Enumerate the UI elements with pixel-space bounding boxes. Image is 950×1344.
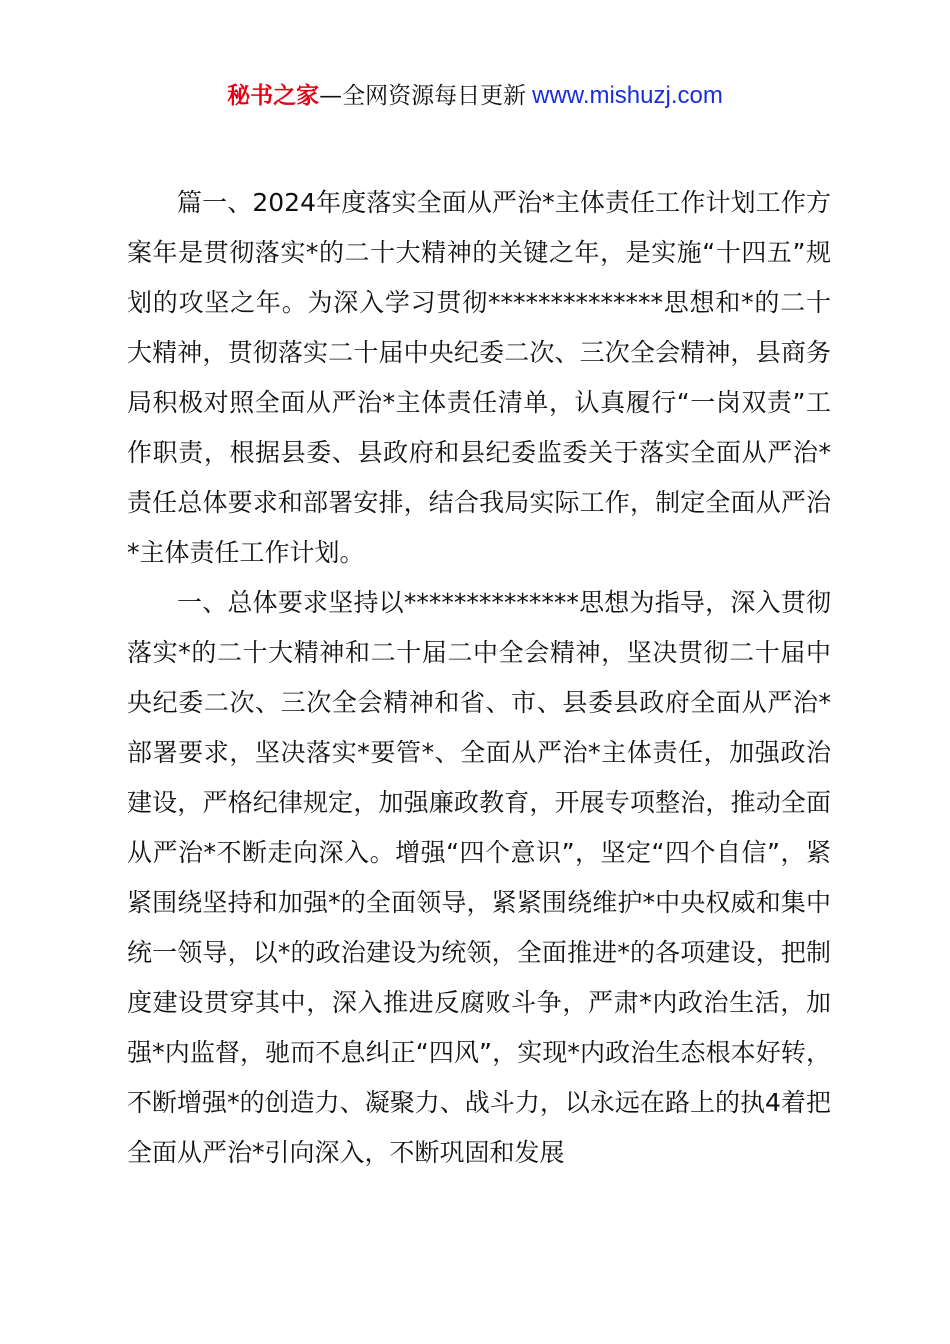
site-url-link[interactable]: www.mishuzj.com bbox=[532, 82, 723, 109]
paragraph-general-requirements: 一、总体要求坚持以**************思想为指导，深入贯彻落实*的二十大精神和二十届二中全会精神，坚决贯彻二十届中央纪委二次、三次全会精神和省、市、县委县政府全面从严治*部署要求，坚决落实*要管*、全面从严治*主体责任，加强政治建设，严格纪律规定，加强廉政教育，开展专项整治，推动全面从严治*不断走向深入。增强“四个意识”，坚定“四个自信”，紧紧围绕坚持和加强*的全面领导，紧紧围绕维护*中央权威和集中统一领导，以*的政治建设为统领，全面推进*的各项建设，把制度建设贯穿其中，深入推进反腐败斗争，严肃*内政治生活，加强*内监督，驰而不息纠正“四风”，实现*内政治生态根本好转，不断增强*的创造力、凝聚力、战斗力，以永远在路上的执4着把全面从严治*引向深入，不断巩固和发展 bbox=[127, 588, 831, 1167]
site-brand: 秘书之家 bbox=[227, 83, 320, 109]
site-header bbox=[0, 78, 950, 114]
site-tagline: —全网资源每日更新 bbox=[319, 83, 527, 109]
paragraph-intro: 篇一、2024年度落实全面从严治*主体责任工作计划工作方案年是贯彻落实*的二十大精神的关键之年，是实施“十四五”规划的攻坚之年。为深入学习贯彻**************思想和*的二十大精神，贯彻落实二十届中央纪委二次、三次全会精神，县商务局积极对照全面从严治*主体责任清单，认真履行“一岗双责”工作职责，根据县委、县政府和县纪委监委关于落实全面从严治*责任总体要求和部署安排，结合我局实际工作，制定全面从严治*主体责任工作计划。 bbox=[127, 188, 831, 567]
document-body bbox=[127, 178, 831, 1178]
